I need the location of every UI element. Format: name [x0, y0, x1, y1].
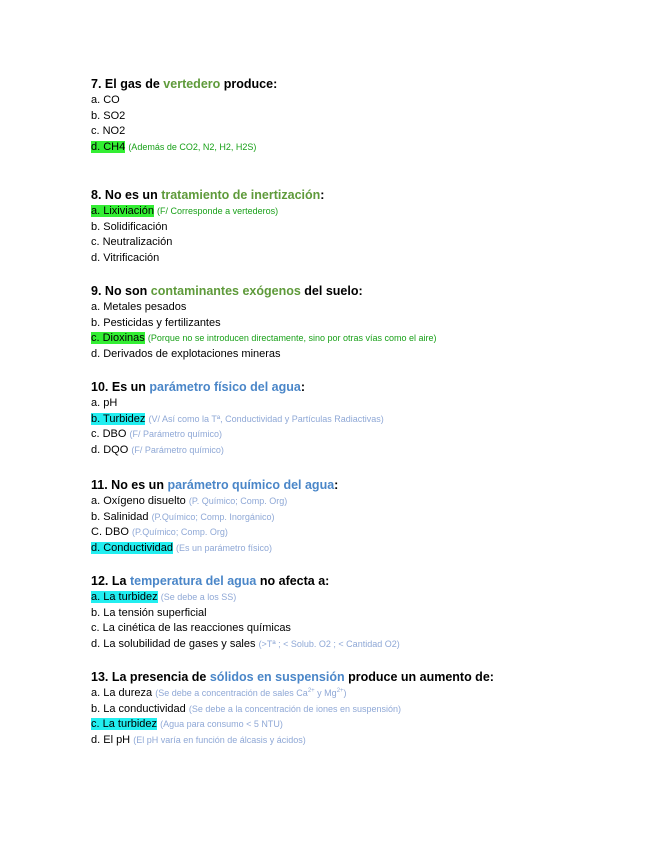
- option-a: a. Oxígeno disuelto (P. Químico; Comp. Org): [91, 495, 288, 507]
- question-11: [91, 477, 338, 557]
- question-text: El gas de: [104, 77, 160, 91]
- question-keyword: parámetro físico del agua: [149, 380, 301, 394]
- question-title: 8. No es un tratamiento de inertización:: [91, 188, 325, 202]
- question-7: [91, 76, 277, 156]
- question-title: 10. Es un parámetro físico del agua:: [91, 380, 306, 394]
- option-b: b. La conductividad (Se debe a la concentración de iones en suspensión): [91, 702, 402, 715]
- answer-note: (Se debe a concentración de sales $Ca^{2+}$ y $Mg^{2+}$): [155, 688, 347, 698]
- option-a: a. La dureza (Se debe a concentración de sales $Ca^{2+}$ y $Mg^{2+}$): [91, 687, 347, 699]
- option-a: [91, 590, 400, 606]
- answer-note: (P.Químico; Comp. Org): [131, 527, 228, 538]
- correct-answer: c. Dioxinas: [91, 332, 145, 345]
- correct-answer: d. CH4: [91, 141, 126, 154]
- answer-note: (Se debe a la concentración de iones en suspensión): [188, 703, 402, 714]
- answer-note: (Es un parámetro físico): [176, 543, 273, 554]
- option-a: [91, 204, 324, 220]
- option-d: d. Vitrificación: [91, 252, 160, 265]
- question-8: [91, 187, 324, 267]
- option-b: b. La tensión superficial: [91, 606, 207, 619]
- option-d: [91, 541, 338, 557]
- option-a: a. pH: [91, 397, 118, 409]
- answer-note: (F/ Parámetro químico): [129, 429, 223, 440]
- answer-note: (Además de CO2, N2, H2, H2S): [128, 142, 257, 153]
- question-title: 12. La temperatura del agua no afecta a:: [91, 574, 330, 588]
- option-d: d. Derivados de explotaciones mineras: [91, 348, 281, 361]
- option-d: d. El pH (El pH varía en función de álcasis y ácidos): [91, 734, 306, 747]
- option-c: C. DBO (P.Químico; Comp. Org): [91, 526, 228, 539]
- answer-note: (F/ Corresponde a vertederos): [157, 206, 279, 216]
- option-c: c. La cinética de las reacciones químicas: [91, 622, 291, 635]
- question-9: [91, 283, 437, 363]
- question-title: 13. La presencia de sólidos en suspensión produce un aumento de:: [91, 670, 494, 684]
- question-keyword: temperatura del agua: [129, 574, 257, 588]
- answer-note: (Se debe a los SS): [160, 592, 237, 602]
- answer-note: (P.Químico; Comp. Inorgánico): [151, 511, 275, 522]
- option-c: c. DBO (F/ Parámetro químico): [91, 428, 223, 441]
- question-keyword: sólidos en suspensión: [209, 670, 345, 684]
- question-title: [91, 76, 277, 93]
- question-title: 9. No son contaminantes exógenos del suelo:: [91, 284, 363, 298]
- question-number: 7.: [91, 77, 102, 91]
- answer-note: (>Tª ; < Solub. O2 ; < Cantidad O2): [258, 639, 400, 650]
- option-d: [91, 140, 277, 156]
- option-c: [91, 331, 437, 347]
- question-keyword: vertedero: [163, 77, 221, 91]
- question-keyword: parámetro químico del agua: [167, 478, 335, 492]
- question-text: produce:: [223, 77, 278, 91]
- option-c: [91, 717, 494, 733]
- option-c: c. NO2: [91, 125, 126, 138]
- answer-note: (P. Químico; Comp. Org): [188, 496, 288, 506]
- correct-answer: a. Lixiviación: [91, 205, 154, 217]
- question-title: 11. No es un parámetro químico del agua:: [91, 478, 339, 492]
- option-b: [91, 412, 384, 428]
- answer-note: (Agua para consumo < 5 NTU): [160, 719, 283, 730]
- option-a: a. CO: [91, 94, 120, 106]
- question-10: [91, 379, 384, 459]
- correct-answer: a. La turbidez: [91, 591, 158, 603]
- correct-answer: d. Conductividad: [91, 542, 173, 555]
- answer-note: (V/ Así como la Tª, Conductividad y Partículas Radiactivas): [148, 413, 384, 424]
- option-b: b. Solidificación: [91, 220, 168, 233]
- correct-answer: c. La turbidez: [91, 718, 158, 731]
- option-d: d. La solubilidad de gases y sales (>Tª ; < Solub. O2 ; < Cantidad O2): [91, 638, 400, 651]
- answer-note: (F/ Parámetro químico): [131, 445, 224, 456]
- answer-note: (El pH varía en función de álcasis y ácidos): [133, 735, 306, 746]
- correct-answer: b. Turbidez: [91, 412, 146, 425]
- question-12: [91, 573, 400, 653]
- option-c: c. Neutralización: [91, 236, 173, 249]
- answer-note: (Porque no se introducen directamente, sino por otras vías como el aire): [147, 333, 437, 344]
- option-b: b. SO2: [91, 109, 126, 122]
- option-a: a. Metales pesados: [91, 301, 187, 313]
- question-13: [91, 669, 494, 749]
- question-keyword: contaminantes exógenos: [150, 284, 301, 298]
- option-d: d. DQO (F/ Parámetro químico): [91, 444, 224, 457]
- option-b: b. Pesticidas y fertilizantes: [91, 316, 221, 329]
- question-keyword: tratamiento de inertización: [161, 188, 321, 202]
- option-b: b. Salinidad (P.Químico; Comp. Inorgánico): [91, 510, 275, 523]
